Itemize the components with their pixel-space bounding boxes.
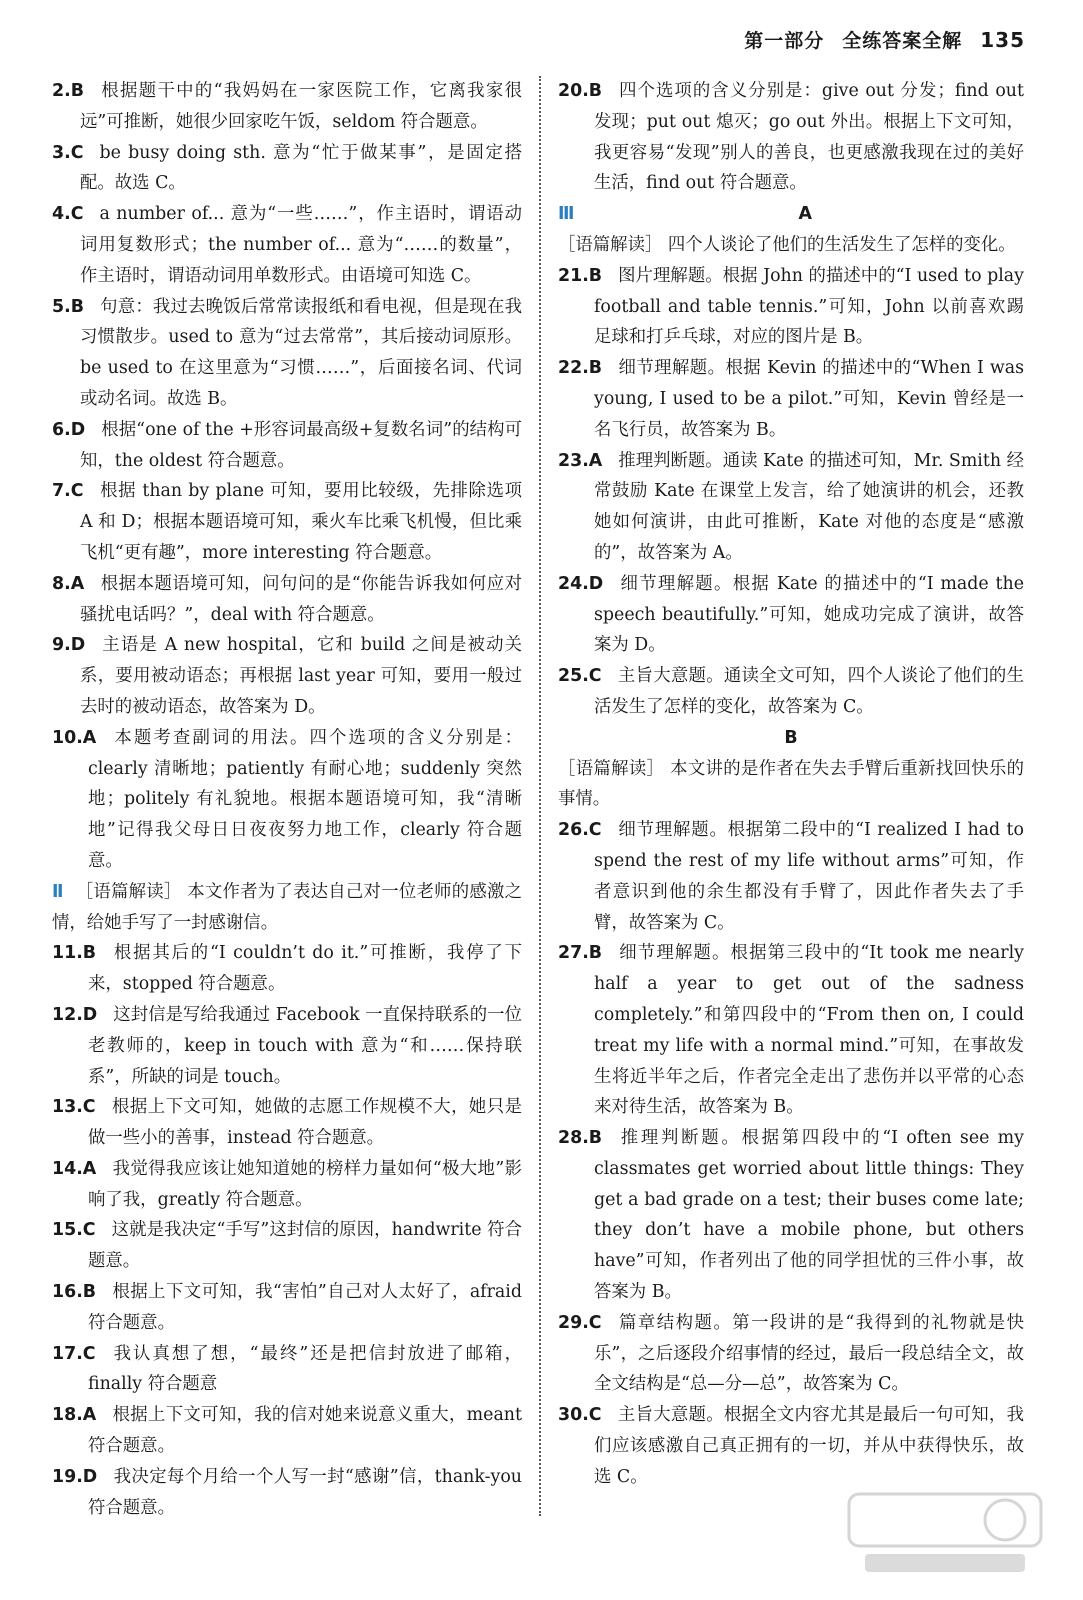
answer-number: 24.D xyxy=(558,573,604,594)
answer-item xyxy=(52,1339,522,1401)
section-numeral: Ⅱ xyxy=(52,881,64,902)
answer-number: 17.C xyxy=(52,1343,96,1364)
answer-item xyxy=(52,1092,522,1154)
answer-item xyxy=(52,630,522,722)
answer-explanation: 主旨大意题。根据全文内容尤其是最后一句可知，我们应该感激自己真正拥有的一切，并从中获得快乐，故选 C。 xyxy=(594,1405,1024,1487)
answer-explanation: 根据题干中的“我妈妈在一家医院工作，它离我家很远”可推断，她很少回家吃午饭，seldom 符合题意。 xyxy=(80,81,522,132)
answer-explanation: 根据本题语境可知，问句问的是“你能告诉我如何应对骚扰电话吗？”，deal with 符合题意。 xyxy=(80,573,522,625)
answer-number: 9.D xyxy=(52,635,86,656)
answer-item xyxy=(52,292,522,415)
passage-summary: ［语篇解读］ 本文作者为了表达自己对一位老师的感激之情，给她手写了一封感谢信。 xyxy=(52,881,522,933)
answer-number: 14.A xyxy=(52,1158,97,1179)
column-divider xyxy=(539,76,541,1516)
answer-number: 21.B xyxy=(558,265,603,286)
header-section: 第一部分 xyxy=(744,30,825,52)
answer-number: 13.C xyxy=(52,1097,96,1118)
answer-number: 6.D xyxy=(52,419,86,440)
answer-explanation: 根据其后的“I couldn’t do it.”可推断，我停了下来，stopped 符合题意。 xyxy=(88,943,522,995)
answer-item xyxy=(558,1123,1024,1308)
answer-number: 22.B xyxy=(558,358,603,379)
answer-item xyxy=(52,569,522,631)
answer-explanation: 推理判断题。通读 Kate 的描述可知，Mr. Smith 经常鼓励 Kate 在课堂上发言，给了她演讲的机会，还教她如何演讲，由此可推断，Kate 对他的态度是“感激的”，故答案为 A。 xyxy=(594,450,1024,563)
passage-summary: ［语篇解读］ 本文讲的是作者在失去手臂后重新找回快乐的事情。 xyxy=(558,758,1024,810)
answer-explanation: 细节理解题。根据第三段中的“It took me nearly half a year to get out of the sadness completely.”和第四段中的“From then on, I could treat my life with a normal mind.”可知，在事故发生将近半年之后，作者完全走出了悲伤并以平常的心态来对待生活，故答案为 B。 xyxy=(594,943,1024,1118)
answer-explanation: 我决定每个月给一个人写一封“感谢”信，thank-you 符合题意。 xyxy=(88,1466,522,1518)
left-column xyxy=(52,76,522,1523)
answer-explanation: 句意：我过去晚饭后常常读报纸和看电视，但是现在我习惯散步。used to 意为“过去常常”，其后接动词原形。be used to 在这里意为“习惯……”，后面接名词、代词或动名词。故选 B。 xyxy=(80,296,522,409)
answer-explanation: 细节理解题。根据第二段中的“I realized I had to spend the rest of my life without arms”可知，作者意识到他的余生都没有手臂了，因此作者失去了手臂，故答案为 C。 xyxy=(594,820,1024,933)
answer-number: 25.C xyxy=(558,666,602,687)
header-title: 全练答案全解 xyxy=(842,30,963,52)
answer-explanation: 主旨大意题。通读全文可知，四个人谈论了他们的生活发生了怎样的变化，故答案为 C。 xyxy=(594,666,1024,717)
answer-item xyxy=(558,446,1024,569)
answer-number: 11.B xyxy=(52,943,97,964)
passage-letter: A xyxy=(798,204,812,225)
answer-number: 12.D xyxy=(52,1004,98,1025)
answer-number: 2.B xyxy=(52,81,84,101)
answer-explanation: 这就是我决定“手写”这封信的原因，handwrite 符合题意。 xyxy=(88,1220,522,1272)
answer-item xyxy=(558,76,1024,199)
answer-explanation: 细节理解题。根据 Kevin 的描述中的“When I was young, I used to be a pilot.”可知，Kevin 曾经是一名飞行员，故答案为 B。 xyxy=(594,358,1024,440)
answer-explanation: 根据上下文可知，我“害怕”自己对人太好了，afraid 符合题意。 xyxy=(88,1282,522,1333)
answer-number: 27.B xyxy=(558,943,603,964)
answer-number: 4.C xyxy=(52,204,84,225)
answer-number: 5.B xyxy=(52,296,84,317)
answer-item xyxy=(558,661,1024,723)
answer-item xyxy=(52,938,522,1000)
page-number: 135 xyxy=(980,28,1025,52)
answer-item xyxy=(52,199,522,291)
answer-item xyxy=(52,1277,522,1339)
answer-explanation: a number of... 意为“一些……”，作主语时，谓语动词用复数形式；the number of... 意为“……的数量”，作主语时，谓语动词用单数形式。由语境可知选 C。 xyxy=(80,204,522,286)
answer-explanation: 这封信是写给我通过 Facebook 一直保持联系的一位老教师的，keep in touch with 意为“和……保持联系”，所缺的词是 touch。 xyxy=(88,1004,522,1087)
answer-explanation: 我觉得我应该让她知道她的榜样力量如何“极大地”影响了我，greatly 符合题意。 xyxy=(88,1158,522,1210)
answer-explanation: 本题考查副词的用法。四个选项的含义分别是：clearly 清晰地；patiently 有耐心地；suddenly 突然地；politely 有礼貌地。根据本题语境可知，我“清晰地”记得我父母日日夜夜努力地工作，clearly 符合题意。 xyxy=(88,727,522,871)
answer-item xyxy=(52,723,522,877)
answer-number: 19.D xyxy=(52,1466,98,1487)
answer-number: 15.C xyxy=(52,1220,96,1241)
watermark-logo xyxy=(845,1490,1045,1578)
answer-item xyxy=(52,1000,522,1092)
answer-number: 23.A xyxy=(558,450,603,471)
answer-explanation: 图片理解题。根据 John 的描述中的“I used to play football and table tennis.”可知，John 以前喜欢踢足球和打乒乓球，对应的图片是 B。 xyxy=(594,265,1024,348)
answer-number: 28.B xyxy=(558,1128,603,1149)
answer-item xyxy=(52,1400,522,1462)
passage-intro xyxy=(52,877,522,939)
page-header xyxy=(744,26,1025,53)
answer-number: 18.A xyxy=(52,1405,97,1426)
passage-summary: ［语篇解读］ 四个人谈论了他们的生活发生了怎样的变化。 xyxy=(558,234,1016,255)
answer-item xyxy=(52,1462,522,1524)
answer-explanation: 根据 than by plane 可知，要用比较级，先排除选项 A 和 D；根据本题语境可知，乘火车比乘飞机慢，但比乘飞机“更有趣”，more interesting 符合题意。 xyxy=(80,481,522,563)
answer-number: 20.B xyxy=(558,81,603,101)
right-column xyxy=(558,76,1024,1493)
answer-explanation: be busy doing sth. 意为“忙于做某事”，是固定搭配。故选 C。 xyxy=(80,142,522,194)
answer-item xyxy=(558,261,1024,353)
answer-item xyxy=(558,1400,1024,1492)
answer-number: 8.A xyxy=(52,573,85,594)
answer-number: 7.C xyxy=(52,481,84,502)
answer-item xyxy=(558,815,1024,938)
answer-number: 26.C xyxy=(558,820,602,841)
answer-explanation: 篇章结构题。第一段讲的是“我得到的礼物就是快乐”，之后逐段介绍事情的经过，最后一段总结全文，故全文结构是“总—分—总”，故答案为 C。 xyxy=(594,1312,1024,1395)
passage-letter: B xyxy=(784,727,798,748)
answer-explanation: 我认真想了想，“最终”还是把信封放进了邮箱，finally 符合题意 xyxy=(88,1343,522,1395)
answer-explanation: 推理判断题。根据第四段中的“I often see my classmates get worried about little things: They get a bad grade on a test; their buses come late; they don’t have a mobile phone, but others have”可知，作者列出了他的同学担忧的三件小事，故答案为 B。 xyxy=(594,1128,1024,1303)
answer-item xyxy=(52,415,522,477)
answer-number: 30.C xyxy=(558,1405,602,1426)
answer-item xyxy=(52,138,522,200)
answer-explanation: 主语是 A new hospital，它和 build 之间是被动关系，要用被动语态；再根据 last year 可知，要用一般过去时的被动语态，故答案为 D。 xyxy=(80,635,522,717)
answer-item xyxy=(52,476,522,568)
answer-item xyxy=(52,1154,522,1216)
answer-explanation: 根据“one of the +形容词最高级+复数名词”的结构可知，the oldest 符合题意。 xyxy=(80,419,522,471)
answer-number: 3.C xyxy=(52,142,84,163)
section-heading xyxy=(558,199,1024,230)
answer-item xyxy=(558,353,1024,445)
answer-number: 29.C xyxy=(558,1312,602,1333)
answer-explanation: 四个选项的含义分别是：give out 分发；find out 发现；put out 熄灭；go out 外出。根据上下文可知，我更容易“发现”别人的善良，也更感激我现在过的美好生活，find out 符合题意。 xyxy=(594,81,1024,194)
answer-item xyxy=(52,76,522,138)
answer-explanation: 细节理解题。根据 Kate 的描述中的“I made the speech beautifully.”可知，她成功完成了演讲，故答案为 D。 xyxy=(594,573,1024,656)
answer-explanation: 根据上下文可知，她做的志愿工作规模不大，她只是做一些小的善事，instead 符合题意。 xyxy=(88,1097,522,1149)
answer-item xyxy=(558,569,1024,661)
answer-number: 10.A xyxy=(52,727,97,748)
answer-explanation: 根据上下文可知，我的信对她来说意义重大，meant 符合题意。 xyxy=(88,1405,522,1457)
answer-item xyxy=(52,1215,522,1277)
answer-item xyxy=(558,938,1024,1123)
section-numeral: Ⅲ xyxy=(558,204,575,225)
answer-item xyxy=(558,1308,1024,1400)
answer-number: 16.B xyxy=(52,1282,97,1303)
